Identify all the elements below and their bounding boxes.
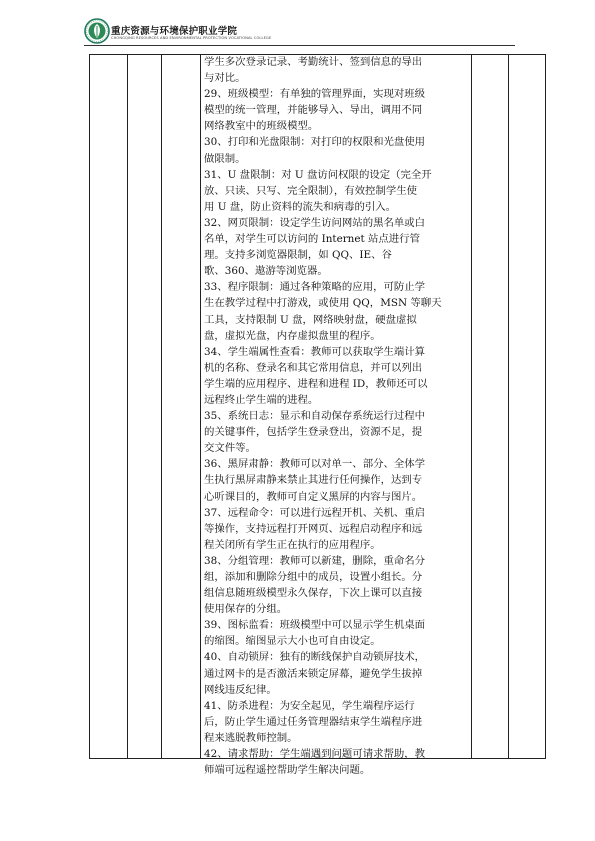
column-divider [200, 55, 201, 758]
text-line: 程关闭所有学生正在执行的应用程序。 [204, 538, 381, 551]
text-line: 36、黑屏肃静：教师可以对单一、部分、全体学 [204, 458, 426, 471]
text-line: 32、网页限制：设定学生访问网站的黑名单或白 [204, 216, 426, 229]
text-line: 37、远程命令：可以进行远程开机、关机、重启 [204, 506, 426, 519]
column-divider [161, 55, 162, 758]
text-line: 42、请求帮助：学生端遇到问题可请求帮助，教 [204, 748, 426, 761]
text-line: 34、学生端属性查看：教师可以获取学生端计算 [204, 345, 426, 358]
text-line: 网线违反纪律。 [204, 683, 277, 696]
text-line: 后，防止学生通过任务管理器结束学生端程序进 [204, 715, 423, 728]
text-line: 学生端的应用程序、进程和进程 ID，教师还可以 [204, 377, 428, 390]
text-line: 师端可远程遥控帮助学生解决问题。 [204, 764, 371, 777]
text-line: 网络教室中的班级模型。 [204, 120, 319, 133]
text-line: 用 U 盘，防止资料的流失和病毒的引入。 [204, 200, 397, 213]
text-line: 29、班级模型：有单独的管理界面，实现对班级 [204, 88, 426, 101]
text-line: 交文件等。 [204, 442, 256, 455]
spec-content-cell [204, 54, 468, 778]
text-line: 心听课目的，教师可自定义黑屏的内容与图片。 [204, 490, 423, 503]
text-line: 30、打印和光盘限制：对打印的权限和光盘使用 [204, 136, 426, 149]
org-name: 重庆资源与环境保护职业学院 [111, 26, 238, 37]
column-divider [471, 55, 472, 758]
text-line: 31、U 盘限制：对 U 盘访问权限的设定（完全开 [204, 168, 432, 181]
text-line: 工具，支持限制 U 盘，网络映射盘，硬盘虚拟 [204, 313, 417, 326]
text-line: 的缩图。缩图显示大小也可自由设定。 [204, 635, 381, 648]
text-line: 35、系统日志：显示和自动保存系统运行过程中 [204, 410, 426, 423]
text-line: 与对比。 [204, 72, 246, 85]
text-line: 41、防杀进程：为安全起见，学生端程序运行 [204, 699, 415, 712]
text-line: 40、自动锁屏：独有的断线保护自动锁屏技术， [204, 651, 426, 664]
page-header [84, 18, 514, 46]
college-logo-icon [84, 18, 110, 44]
text-line: 做限制。 [204, 152, 246, 165]
column-divider [127, 55, 128, 758]
text-line: 歌、360、遨游等浏览器。 [204, 265, 328, 278]
text-line: 通过网卡的是否激活来锁定屏幕，避免学生拔掉 [204, 667, 423, 680]
column-divider [508, 55, 509, 758]
text-line: 组信息随班级模型永久保存，下次上课可以直接 [204, 587, 423, 600]
text-line: 39、图标监看：班级模型中可以显示学生机桌面 [204, 619, 426, 632]
text-line: 模型的统一管理，并能够导入、导出，调用不同 [204, 104, 423, 117]
text-line: 程来逃脱教师控制。 [204, 731, 298, 744]
text-line: 远程终止学生端的进程。 [204, 393, 319, 406]
text-line: 生执行黑屏肃静来禁止其进行任何操作，达到专 [204, 474, 423, 487]
header-divider [84, 45, 515, 46]
text-line: 38、分组管理：教师可以新建，删除，重命名分 [204, 554, 426, 567]
text-line: 33、程序限制：通过各种策略的应用，可防止学 [204, 281, 426, 294]
text-line: 学生多次登录记录、考勤统计、签到信息的导出 [204, 56, 423, 68]
text-line: 生在教学过程中打游戏，或使用 QQ，MSN 等聊天 [204, 297, 442, 310]
text-line: 理。支持多浏览器限制，如 QQ、IE、谷 [204, 249, 392, 262]
text-line: 组，添加和删除分组中的成员，设置小组长。分 [204, 571, 423, 583]
text-line: 名单，对学生可以访问的 Internet 站点进行管 [204, 233, 420, 246]
text-line: 机的名称、登录名和其它常用信息，并可以列出 [204, 361, 423, 374]
text-line: 盘，虚拟光盘，内存虚拟盘里的程序。 [204, 329, 381, 342]
text-line: 放、只读、只写、完全限制），有效控制学生使 [204, 184, 418, 197]
text-line: 的关键事件，包括学生登录登出，资源不足，提 [204, 426, 423, 439]
org-name-english: CHONGQING RESOURCES AND ENVIRONMENTAL PROTECTION VOCATIONAL COLLEGE [111, 36, 272, 40]
text-line: 使用保存的分组。 [204, 603, 288, 616]
text-line: 等操作，支持远程打开网页、远程启动程序和远 [204, 522, 423, 535]
